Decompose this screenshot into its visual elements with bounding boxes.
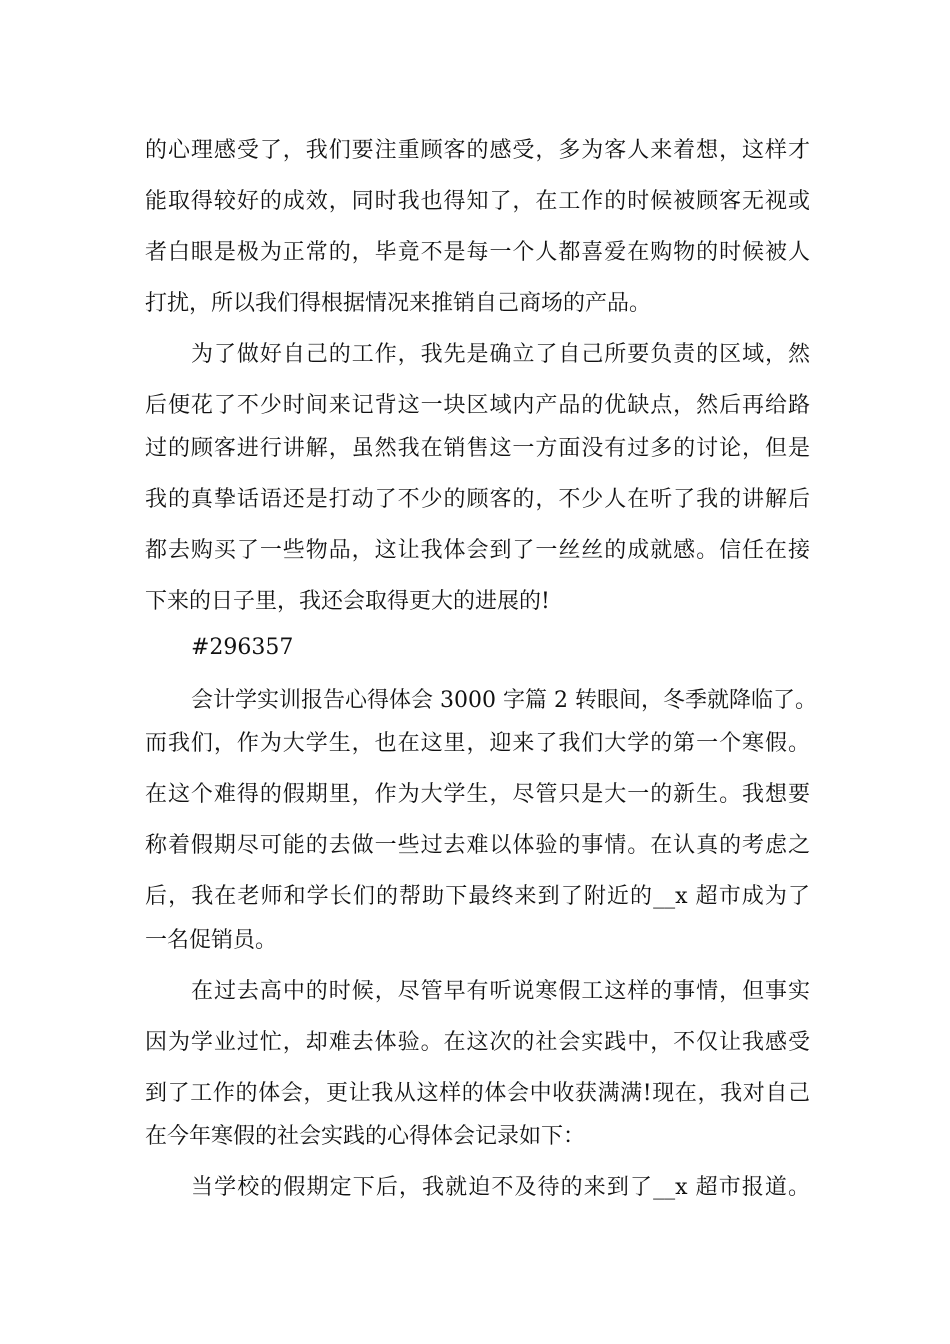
text-line: 在这个难得的假期里，作为大学生，尽管只是大一的新生。我想要 bbox=[145, 782, 810, 807]
text-line: 我的真挚话语还是打动了不少的顾客的，不少人在听了我的讲解后 bbox=[145, 487, 810, 512]
text-line: 到了工作的体会，更让我从这样的体会中收获满满!现在，我对自己 bbox=[145, 1081, 810, 1106]
text-line: 过的顾客进行讲解，虽然我在销售这一方面没有过多的讨论，但是 bbox=[145, 436, 810, 461]
text-line: 后，我在老师和学长们的帮助下最终来到了附近的__x 超市成为了 bbox=[145, 884, 810, 909]
text-line: 者白眼是极为正常的，毕竟不是每一个人都喜爱在购物的时候被人 bbox=[145, 240, 810, 265]
text-line: 都去购买了一些物品，这让我体会到了一丝丝的成就感。信任在接 bbox=[145, 538, 810, 563]
paragraph-first-line: 当学校的假期定下后，我就迫不及待的来到了__x 超市报道。 bbox=[191, 1175, 810, 1200]
text-line: 因为学业过忙，却难去体验。在这次的社会实践中，不仅让我感受 bbox=[145, 1030, 810, 1055]
text-line: 能取得较好的成效，同时我也得知了，在工作的时候被顾客无视或 bbox=[145, 189, 810, 214]
text-line: 一名促销员。 bbox=[145, 928, 278, 953]
paragraph-first-line: 会计学实训报告心得体会 3000 字篇 2 转眼间，冬季就降临了。 bbox=[191, 688, 817, 713]
paragraph-first-line: 为了做好自己的工作，我先是确立了自己所要负责的区域，然 bbox=[191, 342, 810, 367]
text-line: 下来的日子里，我还会取得更大的进展的! bbox=[145, 589, 550, 614]
text-line: 称着假期尽可能的去做一些过去难以体验的事情。在认真的考虑之 bbox=[145, 833, 810, 858]
text-line: 的心理感受了，我们要注重顾客的感受，多为客人来着想，这样才 bbox=[145, 138, 810, 163]
text-line: 打扰，所以我们得根据情况来推销自己商场的产品。 bbox=[145, 291, 652, 316]
text-line: 后便花了不少时间来记背这一块区域内产品的优缺点，然后再给路 bbox=[145, 393, 810, 418]
text-line: 而我们，作为大学生，也在这里，迎来了我们大学的第一个寒假。 bbox=[145, 731, 810, 756]
paragraph-first-line: 在过去高中的时候，尽管早有听说寒假工这样的事情，但事实 bbox=[191, 979, 810, 1004]
document-id: #296357 bbox=[191, 635, 294, 660]
text-line: 在今年寒假的社会实践的心得体会记录如下： bbox=[145, 1124, 586, 1149]
